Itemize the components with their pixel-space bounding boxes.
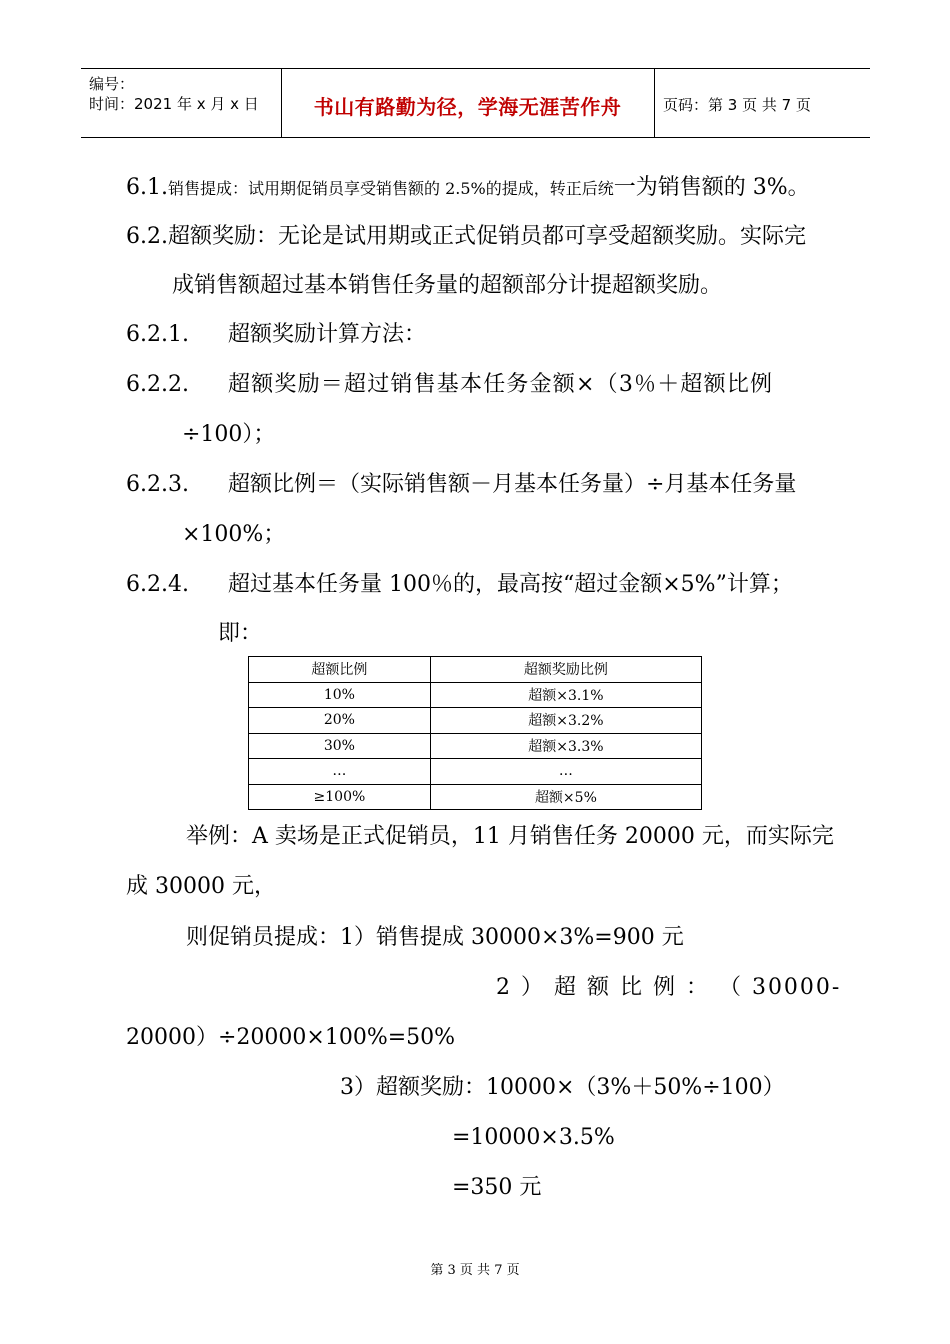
example-line-1: 举例：A 卖场是正式促销员，11 月销售任务 20000 元，而实际完 (186, 824, 834, 849)
table-row (249, 708, 702, 734)
table-row (249, 733, 702, 759)
page-footer: 第 3 页 共 7 页 (430, 1263, 520, 1278)
header-left-cell (81, 69, 282, 137)
example-line-2: 成 30000 元， (126, 874, 276, 899)
table-header-row (249, 657, 702, 683)
line-6-2-2-number: 6.2.2. (126, 372, 189, 397)
table-row (249, 759, 702, 785)
line-6-2-2-cont: ÷100）； (182, 422, 276, 447)
table-cell: 超额×3.2% (430, 708, 701, 734)
ratio-table (248, 656, 702, 810)
example-line-4: 2 ） 超 额 比 例 ： （ 30000- (496, 975, 842, 1000)
line-6-2-1-text: 超额奖励计算方法： (228, 322, 427, 347)
page-header (81, 68, 870, 138)
table-cell: 30% (249, 733, 431, 759)
table-cell: … (249, 759, 431, 785)
table-header-cell: 超额奖励比例 (430, 657, 701, 683)
example-line-8: =350 元 (452, 1175, 542, 1200)
line-6-2-2-text: 超额奖励＝超过销售基本任务金额×（3％＋超额比例 (228, 372, 774, 397)
line-6-1-number: 6.1. (126, 175, 168, 200)
table-cell: 超额×5% (430, 784, 701, 810)
line-6-2-3-cont: ×100%； (182, 522, 286, 547)
example-line-6: 3）超额奖励：10000×（3%＋50%÷100） (340, 1075, 785, 1100)
example-line-3: 则促销员提成：1）销售提成 30000×3%=900 元 (186, 925, 684, 950)
header-motto: 书山有路勤为径，学海无涯苦作舟 (313, 95, 622, 119)
table-cell: 超额×3.1% (430, 682, 701, 708)
table-cell: ≥100% (249, 784, 431, 810)
line-6-2-3-number: 6.2.3. (126, 472, 189, 497)
table-cell: 10% (249, 682, 431, 708)
example-line-7: =10000×3.5% (452, 1125, 615, 1150)
header-middle-cell (281, 69, 655, 137)
line-6-1 (126, 177, 810, 199)
line-6-2-4-number: 6.2.4. (126, 572, 189, 597)
line-6-2-3-text: 超额比例＝（实际销售额－月基本任务量）÷月基本任务量 (228, 472, 797, 497)
table-header-cell: 超额比例 (249, 657, 431, 683)
table-row (249, 682, 702, 708)
table-row (249, 784, 702, 810)
line-ji: 即： (218, 621, 263, 646)
table-cell: 超额×3.3% (430, 733, 701, 759)
line-6-2-1-number: 6.2.1. (126, 322, 189, 347)
line-6-2-b: 成销售额超过基本销售任务量的超额部分计提超额奖励。 (172, 273, 723, 298)
line-6-2-a: 6.2.超额奖励：无论是试用期或正式促销员都可享受超额奖励。实际完 (126, 224, 806, 249)
time-label: 时间：2021 年 x 月 x 日 (89, 95, 259, 113)
example-line-5: 20000）÷20000×100%=50% (126, 1025, 456, 1050)
line-6-2-4-text: 超过基本任务量 100％的，最高按“超过金额×5%”计算； (228, 572, 793, 597)
table-cell: 20% (249, 708, 431, 734)
line-6-1-big-text: 一为销售额的 3%。 (613, 175, 810, 200)
line-6-1-small-text: 销售提成：试用期促销员享受销售额的 2.5%的提成，转正后统 (167, 179, 614, 198)
page-label: 页码：第 3 页 共 7 页 (663, 96, 811, 114)
number-label: 编号： (89, 75, 135, 93)
header-right-cell (655, 69, 870, 137)
table-cell: … (430, 759, 701, 785)
